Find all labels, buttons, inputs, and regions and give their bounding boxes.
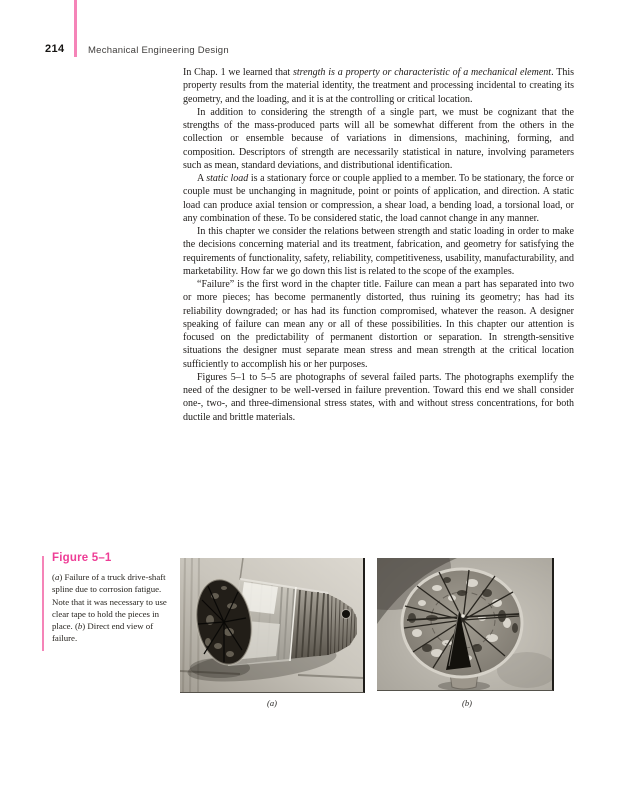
failure-photo-b [377, 558, 554, 691]
failure-photo-a [180, 558, 365, 693]
italic-text: static load [206, 173, 249, 184]
body-text [183, 66, 574, 424]
paragraph [183, 278, 574, 371]
paragraph [183, 371, 574, 424]
figure-caption [52, 571, 174, 645]
text-run: Figures 5–1 to 5–5 are photographs of several failed parts. The photographs exemplify the need of the designer to be well-versed in failure prevention. Toward this end we shall consider one-, two-, and three-dimensional stress states, with and without stress concentrations, for both ductile and brittle materials. [183, 371, 574, 423]
text-run: “Failure” is the first word in the chapter title. Failure can mean a part has separated into two or more pieces; has become permanently distorted, thus ruining its geometry; has had its reliability downgraded; or has had its function compromised, whatever the reason. A designer speaking of failure can mean any or all of these possibilities. In this chapter our attention is focused on the predictability of permanent distortion or separation. In strength-sensitive situations the designer must separate mean stress and mean strength at the critical location sufficiently to accomplish his or her purposes. [183, 279, 574, 370]
text-run: ) Direct end view of failure. [52, 621, 154, 644]
text-run: In Chap. 1 we learned that [183, 67, 294, 78]
paragraph [183, 172, 574, 225]
text-run: . This property results from the material identity, the treatment and processing incidental to creating its geometry, and the loading, and it is at the controlling or critical location. [183, 67, 574, 105]
photo-a-sublabel: (a) [267, 698, 277, 708]
page-number: 214 [45, 43, 65, 55]
italic-text: b [77, 621, 83, 632]
locating-hole [342, 610, 351, 619]
text-run: is a stationary force or couple applied to a member. To be stationary, the force or couple must be unchanging in magnitude, point or points of application, and direction. A static load can produce axial tension or compression, a shear load, a bending load, a torsional load, or any combination of these. To be considered static, the load cannot change in any manner. [183, 173, 574, 224]
center-mark [461, 614, 465, 618]
text-run: In this chapter we consider the relations between strength and static loading in order to make the decisions concerning material and its treatment, fabrication, and geometry for satisfying the requirements of functionality, safety, reliability, competitiveness, usability, manufacturability, and marketability. How far we go down this list is related to the scope of the examples. [183, 226, 574, 277]
paragraph [183, 66, 574, 106]
italic-text: a [54, 572, 60, 582]
paragraph [183, 106, 574, 172]
fracture-end-view-photo [377, 558, 552, 690]
photo-b-sublabel: (b) [462, 698, 472, 708]
text-run: In addition to considering the strength of a single part, we must be cognizant that the strengths of the mass-produced parts will all be somewhat different from the others in the collection or ensemble because of variations in dimensions, machining, forming, and composition. Descriptors of strength are necessarily statistical in nature, involving parameters such as mean, standard deviations, and distributional identification. [183, 106, 574, 171]
figure-label: Figure 5–1 [52, 552, 112, 564]
top-accent-bar [74, 0, 77, 57]
text-run: ) Failure of a truck drive-shaft spline due to corrosion fatigue. Note that it was necessary to use clear tape to hold the pieces in place. ( [52, 572, 167, 632]
truck-driveshaft-spline-photo [180, 558, 363, 692]
paragraph [183, 225, 574, 278]
figure-accent-bar [42, 556, 44, 651]
italic-text: strength is a property or characteristic of a mechanical element [293, 67, 552, 78]
text-run: ( [52, 572, 55, 582]
text-run: A [197, 173, 207, 184]
header-title: Mechanical Engineering Design [88, 45, 229, 56]
figure-caption-block [42, 552, 180, 645]
